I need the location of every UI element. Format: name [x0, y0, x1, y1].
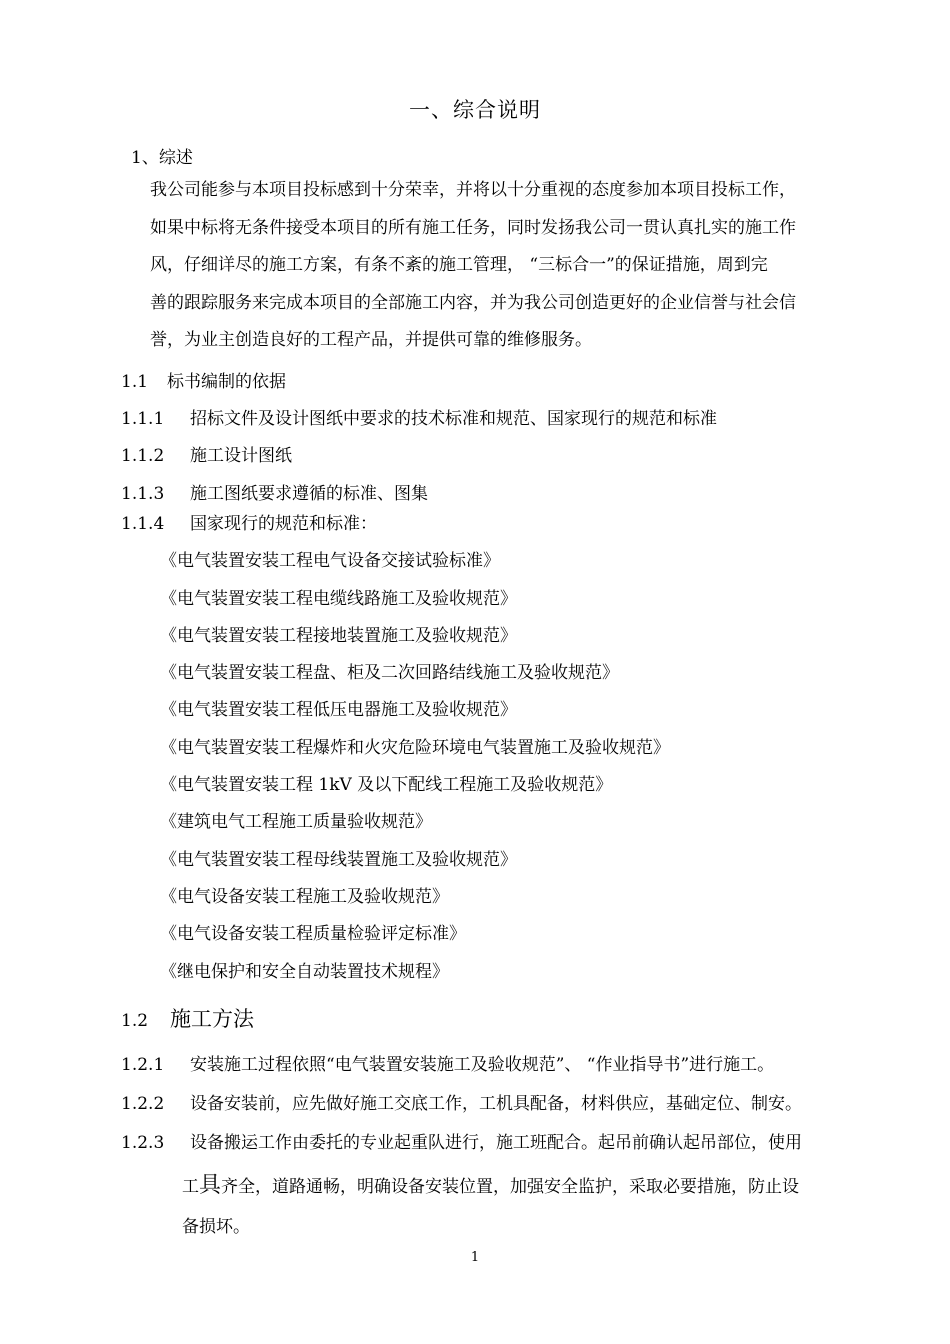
- section-text: 施工图纸要求遵循的标准、图集: [190, 484, 428, 504]
- standard-item: 《电气装置安装工程电气设备交接试验标准》: [160, 551, 500, 571]
- standard-item: 《建筑电气工程施工质量验收规范》: [160, 812, 432, 832]
- section-1-2-3-continuation: [182, 1168, 799, 1199]
- standard-item: 《电气装置安装工程 1kV 及以下配线工程施工及验收规范》: [160, 775, 613, 795]
- continuation-text: 具: [199, 1173, 222, 1198]
- standard-item: 《电气装置安装工程接地装置施工及验收规范》: [160, 626, 517, 646]
- section-number: 1.1.4: [121, 514, 165, 534]
- section-number: 1.2.1: [121, 1055, 165, 1075]
- section-number: 1.2: [121, 1011, 149, 1031]
- standard-item: 《电气装置安装工程母线装置施工及验收规范》: [160, 850, 517, 870]
- section-text: 招标文件及设计图纸中要求的技术标准和规范、国家现行的规范和标准: [190, 409, 717, 429]
- section-text: 施工方法: [170, 1007, 254, 1031]
- section-1-1: [121, 367, 286, 392]
- section-number: 1.1: [121, 372, 149, 392]
- section-1-2: [121, 1003, 254, 1033]
- section-1-heading: 1、综述: [131, 148, 193, 168]
- section-1-2-3: [121, 1128, 802, 1153]
- paragraph-line: 善的跟踪服务来完成本项目的全部施工内容，并为我公司创造更好的企业信誉与社会信: [150, 292, 796, 313]
- section-text: 安装施工过程依照“电气装置安装施工及验收规范”、 “作业指导书”进行施工。: [190, 1055, 775, 1075]
- standard-item: 《电气装置安装工程电缆线路施工及验收规范》: [160, 589, 517, 609]
- standard-item: 《电气装置安装工程盘、柜及二次回路结线施工及验收规范》: [160, 663, 619, 683]
- section-text: 施工设计图纸: [190, 446, 292, 466]
- standard-item: 《电气设备安装工程施工及验收规范》: [160, 887, 449, 907]
- page-number: 1: [470, 1250, 480, 1265]
- section-text: 设备搬运工作由委托的专业起重队进行，施工班配合。起吊前确认起吊部位，使用: [190, 1133, 802, 1153]
- section-text: 标书编制的依据: [167, 372, 286, 392]
- section-1-2-1: [121, 1050, 774, 1075]
- section-text: 国家现行的规范和标准：: [190, 514, 377, 534]
- standard-item: 《电气装置安装工程低压电器施工及验收规范》: [160, 700, 517, 720]
- paragraph-line: 我公司能参与本项目投标感到十分荣幸，并将以十分重视的态度参加本项目投标工作，: [150, 180, 796, 200]
- overview-paragraph: [150, 172, 880, 360]
- section-number: 1.2.3: [121, 1133, 165, 1153]
- section-number: 1.1.2: [121, 446, 165, 466]
- section-1-1-3: [121, 479, 428, 504]
- continuation-text: 工: [182, 1177, 199, 1197]
- section-1-2-3-continuation: 备损坏。: [182, 1217, 250, 1237]
- section-number: 1.1.1: [121, 409, 165, 429]
- paragraph-line: 如果中标将无条件接受本项目的所有施工任务，同时发扬我公司一贯认真扎实的施工作: [150, 217, 796, 238]
- paragraph-line: 风，仔细详尽的施工方案，有条不紊的施工管理， “三标合一”的保证措施，周到完: [150, 255, 768, 275]
- section-text: 设备安装前，应先做好施工交底工作，工机具配备，材料供应，基础定位、制安。: [190, 1094, 802, 1114]
- continuation-text: 齐全，道路通畅，明确设备安装位置，加强安全监护，采取必要措施，防止设: [221, 1177, 800, 1197]
- section-1-2-2: [121, 1089, 802, 1114]
- standard-item: 《电气装置安装工程爆炸和火灾危险环境电气装置施工及验收规范》: [160, 738, 670, 758]
- section-number: 1.1.3: [121, 484, 165, 504]
- section-1-1-4: [121, 509, 377, 534]
- standard-item: 《继电保护和安全自动装置技术规程》: [160, 962, 449, 982]
- section-number: 1.2.2: [121, 1094, 165, 1114]
- paragraph-line: 誉，为业主创造良好的工程产品，并提供可靠的维修服务。: [150, 330, 592, 350]
- page-title: 一、综合说明: [409, 98, 541, 122]
- section-1-1-1: [121, 404, 717, 429]
- standard-item: 《电气设备安装工程质量检验评定标准》: [160, 924, 466, 944]
- section-1-1-2: [121, 441, 292, 466]
